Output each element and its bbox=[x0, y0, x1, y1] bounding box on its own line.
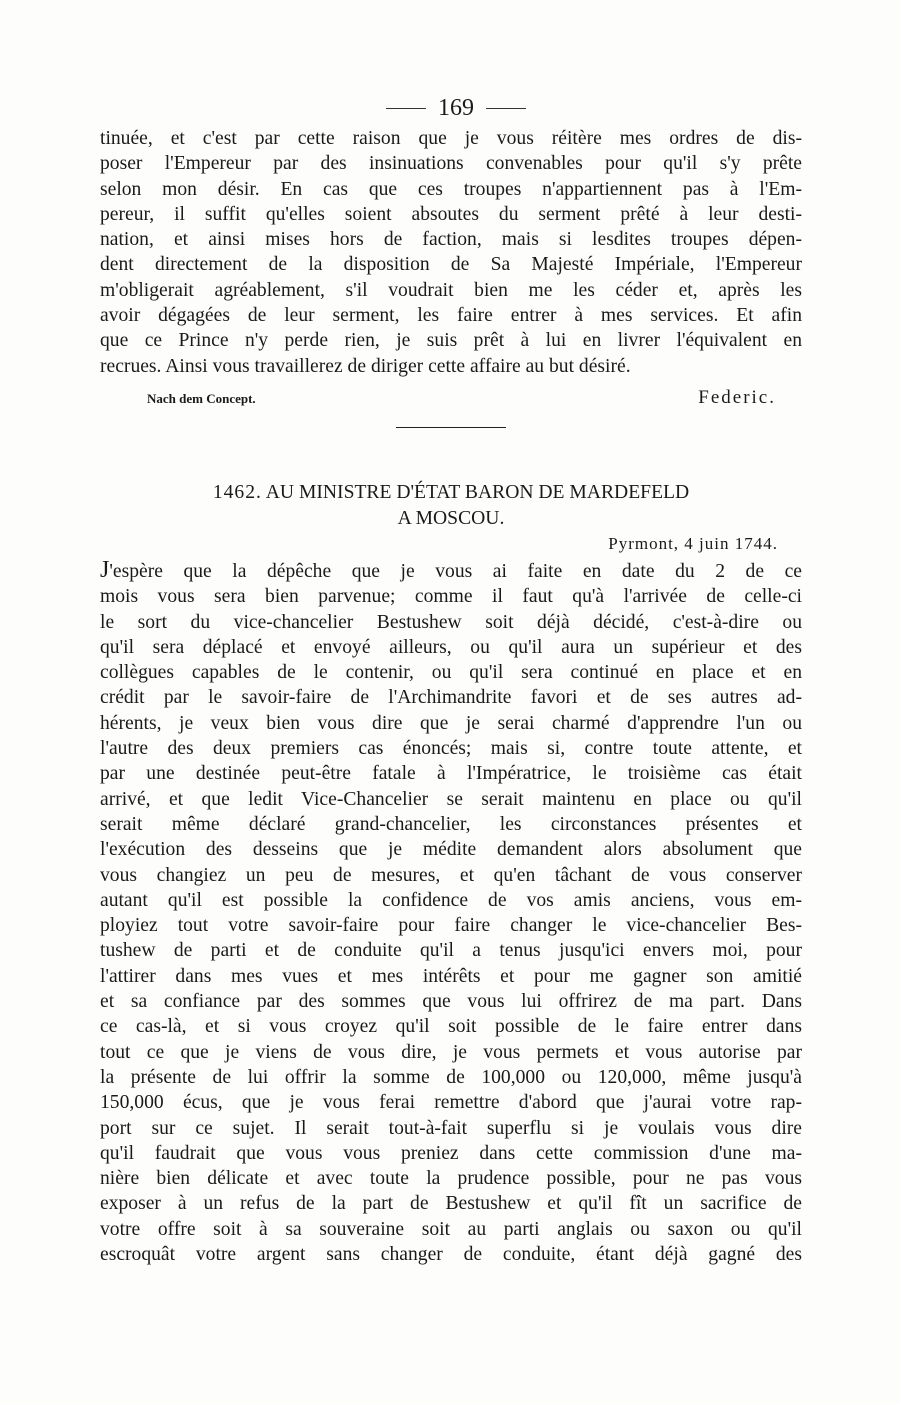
text-line: votre offre soit à sa souveraine soit au parti anglais ou saxon ou qu'il bbox=[100, 1218, 802, 1240]
text-line: mois vous sera bien parvenue; comme il faut qu'à l'arrivée de celle-ci bbox=[100, 586, 802, 608]
header-dash-right bbox=[486, 108, 526, 109]
text-line: l'exécution des desseins que je médite demandent alors absolument que bbox=[100, 839, 802, 861]
text-line: tushew de parti et de conduite qu'il a tenus jusqu'ici envers moi, pour bbox=[100, 940, 802, 962]
text-line: et sa confiance par des sommes que vous lui offrirez de ma part. Dans bbox=[100, 991, 802, 1013]
section-divider bbox=[396, 427, 506, 428]
signature: Federic. bbox=[698, 386, 776, 408]
text-line: crédit par le savoir-faire de l'Archimandrite favori et de ses autres ad- bbox=[100, 687, 802, 709]
text-line: hérents, je veux bien vous dire que je serai charmé d'apprendre l'un ou bbox=[100, 712, 802, 734]
first-line-text: 'espère que la dépêche que je vous ai faite en date du 2 de ce bbox=[109, 560, 802, 582]
text-line: que ce Prince n'y perde rien, je suis prêt à lui en livrer l'équivalent en bbox=[100, 330, 802, 352]
letter-number: 1462. bbox=[212, 481, 262, 503]
text-line: par une destinée peut-être fatale à l'Impératrice, le troisième cas était bbox=[100, 763, 802, 785]
text-line: tinuée, et c'est par cette raison que je vous réitère mes ordres de dis- bbox=[100, 128, 802, 149]
text-line: vous changiez un peu de mesures, et qu'en tâchant de vous conserver bbox=[100, 864, 802, 886]
page-number: 169 bbox=[438, 94, 474, 121]
text-line bbox=[100, 558, 802, 584]
text-line: qu'il faudrait que vous vous preniez dans cette commission d'une ma- bbox=[100, 1142, 802, 1164]
letter-heading bbox=[100, 480, 802, 532]
text-line: port sur ce sujet. Il serait tout-à-fait superflu si je voulais vous dire bbox=[100, 1117, 802, 1139]
continuation-paragraph bbox=[100, 126, 802, 379]
text-line: l'autre des deux premiers cas énoncés; mais si, contre toute attente, et bbox=[100, 738, 802, 760]
text-line: escroquât votre argent sans changer de conduite, étant déjà gagné des bbox=[100, 1243, 802, 1265]
text-line: 150,000 écus, que je vous ferai remettre d'abord que j'aurai votre rap- bbox=[100, 1092, 802, 1114]
text-line: selon mon désir. En cas que ces troupes n'appartiennent pas à l'Em- bbox=[100, 178, 802, 200]
page-header bbox=[110, 90, 802, 126]
drop-cap: J bbox=[100, 556, 110, 583]
text-line: serait même déclaré grand-chancelier, les circonstances présentes et bbox=[100, 813, 802, 835]
text-line: m'obligerait agréablement, s'il voudrait bien me les céder et, après les bbox=[100, 279, 802, 301]
text-line: arrivé, et que ledit Vice-Chancelier se serait maintenu en place ou qu'il bbox=[100, 788, 802, 810]
text-line: le sort du vice-chancelier Bestushew soit déjà décidé, c'est-à-dire ou bbox=[100, 611, 802, 633]
text-line: nière bien délicate et avec toute la prudence possible, pour ne pas vous bbox=[100, 1168, 802, 1190]
letter-title-line-1 bbox=[100, 480, 802, 506]
text-line: tout ce que je viens de vous dire, je vous permets et vous autorise par bbox=[100, 1041, 802, 1063]
text-line: collègues capables de le contenir, ou qu'il sera continué en place et en bbox=[100, 662, 802, 684]
letter-title: AU MINISTRE D'ÉTAT BARON DE MARDEFELD bbox=[265, 481, 690, 503]
letter-body bbox=[100, 558, 802, 1267]
text-line: autant qu'il est possible la confidence de vos amis anciens, vous em- bbox=[100, 889, 802, 911]
place-date: Pyrmont, 4 juin 1744. bbox=[608, 533, 778, 553]
text-line: recrues. Ainsi vous travaillerez de diriger cette affaire au but désiré. bbox=[100, 355, 631, 377]
document-page bbox=[100, 90, 802, 1267]
letter-title-line-2: A MOSCOU. bbox=[397, 507, 505, 529]
text-line: exposer à un refus de la part de Bestushew et qu'il fît un sacrifice de bbox=[100, 1193, 802, 1215]
text-line: ployiez tout votre savoir-faire pour faire changer le vice-chancelier Bes- bbox=[100, 915, 802, 937]
text-line: avoir dégagées de leur serment, les faire entrer à mes services. Et afin bbox=[100, 305, 802, 327]
text-line: nation, et ainsi mises hors de faction, mais si lesdites troupes dépen- bbox=[100, 229, 802, 251]
signature-row bbox=[100, 387, 802, 409]
text-line: poser l'Empereur par des insinuations convenables pour qu'il s'y prête bbox=[100, 153, 802, 175]
header-dash-left bbox=[386, 108, 426, 109]
text-line: pereur, il suffit qu'elles soient absoutes du serment prêté à leur desti- bbox=[100, 203, 802, 225]
text-line: qu'il sera déplacé et envoyé ailleurs, ou qu'il aura un supérieur et des bbox=[100, 636, 802, 658]
text-line: dent directement de la disposition de Sa Majesté Impériale, l'Empereur bbox=[100, 254, 802, 276]
text-line: la présente de lui offrir la somme de 100,000 ou 120,000, même jusqu'à bbox=[100, 1066, 802, 1088]
source-note: Nach dem Concept. bbox=[147, 390, 256, 406]
text-line: l'attirer dans mes vues et mes intérêts et pour me gagner son amitié bbox=[100, 965, 802, 987]
text-line: ce cas-là, et si vous croyez qu'il soit possible de le faire entrer dans bbox=[100, 1016, 802, 1038]
